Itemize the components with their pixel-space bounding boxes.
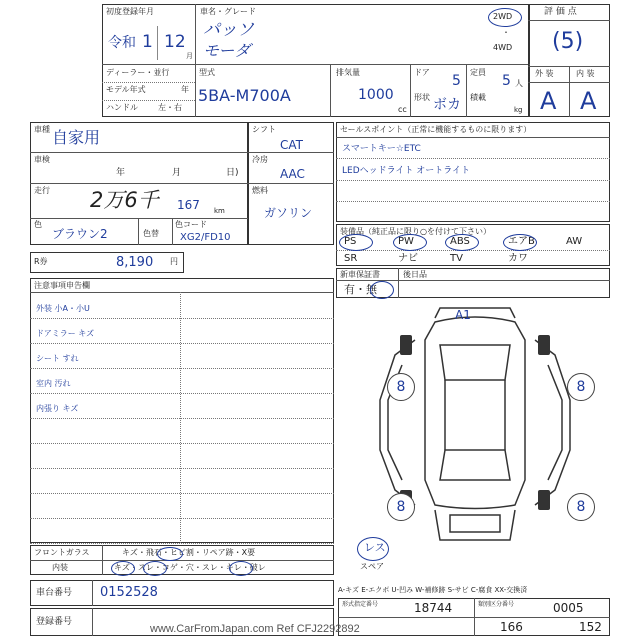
handle-value: 左・右 (158, 103, 182, 112)
tire-rear-left: 8 (387, 493, 415, 521)
usage-label: 車種 (34, 125, 50, 134)
fuel: ガソリン (264, 206, 313, 220)
notes-rule-4 (30, 418, 334, 419)
sales-point-2: LEDヘッドライト オートライト (342, 166, 470, 176)
displacement: 1000 (358, 87, 394, 103)
notes-line-2: シート すれ (36, 354, 79, 363)
weight-number-1: 166 (500, 620, 523, 634)
car-grade: モーダ (203, 41, 251, 60)
equip-r2-2: TV (450, 253, 463, 264)
drive-2wd: 2WD (493, 12, 513, 21)
interior-grade: A (580, 87, 597, 115)
glass-items: キズ・飛石・ヒビ割・リペア跡・X要 (122, 548, 256, 557)
chassis-box (30, 580, 334, 606)
type-label: 型式 (199, 68, 215, 77)
equip-r1-0: PS (344, 236, 357, 247)
drive-dot: ・ (502, 28, 510, 37)
recycle-amount: 8,190 (116, 255, 154, 270)
warranty-none-circle (370, 281, 394, 299)
shift-label: シフト (252, 125, 276, 134)
equip-circle-0 (339, 234, 373, 251)
month-unit: 月 (186, 52, 193, 60)
eval-score: (5) (552, 29, 584, 54)
color: ブラウン2 (52, 227, 108, 241)
eval-label: 評 価 点 (544, 7, 577, 17)
handle-label: ハンドル (106, 103, 138, 112)
class-number: 0005 (553, 601, 584, 615)
notes-line-1: ドアミラー キズ (36, 329, 95, 338)
notes-rule-6 (30, 468, 334, 469)
warranty-label: 新車保証書 (340, 270, 380, 279)
displacement-label: 排気量 (336, 68, 360, 77)
inspection-year: 年 (116, 168, 126, 178)
glass-chip-circle (157, 547, 183, 561)
car-name: パッソ (203, 20, 254, 40)
drive-4wd: 4WD (493, 43, 513, 52)
spare-mark: レス (364, 541, 386, 554)
notes-rule-0 (30, 318, 334, 319)
notes-line-3: 室内 汚れ (36, 379, 71, 388)
interior-row-label: 内装 (52, 563, 68, 572)
doors: 5 (452, 73, 461, 89)
shift: CAT (280, 138, 303, 152)
shape: ボカ (433, 97, 461, 113)
form-sub-label: 類別区分番号 (478, 601, 515, 608)
inspection-month: 月 (172, 168, 182, 178)
chassis-number: 0152528 (100, 585, 158, 600)
mileage-sub: 167 (177, 198, 200, 212)
recycle-box (30, 252, 184, 273)
form-label: 形式指定番号 (342, 601, 379, 608)
sales-point-1: スマートキー☆ETC (342, 144, 421, 154)
equip-r1-2: ABS (450, 236, 470, 247)
weight-number-2: 152 (579, 620, 602, 634)
later-label: 後日品 (403, 270, 427, 279)
notes-rule-5 (30, 443, 334, 444)
form-number: 18744 (414, 601, 453, 615)
equip-circle-1 (393, 234, 427, 251)
color-code: XG2/FD10 (180, 232, 231, 243)
equip-r2-0: SR (344, 253, 358, 264)
glass-label: フロントガラス (34, 548, 90, 557)
notes-rule-9 (30, 543, 334, 544)
interior-scuff2-circle (229, 561, 253, 576)
equip-circle-2 (445, 234, 479, 251)
equip-r1-4: AW (566, 236, 583, 247)
load-label: 積載 (470, 93, 486, 102)
interior-scuff-circle (143, 561, 167, 576)
notes-rule-3 (30, 393, 334, 394)
notes-rule-7 (30, 493, 334, 494)
recycle-label: R券 (34, 257, 48, 266)
spare-label: スペア (360, 562, 384, 571)
capacity: 5 (502, 73, 511, 89)
color-code-label: 色コード (175, 220, 207, 229)
drive-2wd-circle (488, 8, 522, 27)
first-reg-label: 初度登録年月 (106, 7, 154, 16)
mileage: 2万6千 (90, 188, 159, 212)
equip-r1-1: PW (398, 236, 414, 247)
dealer-label: ディーラー・並行 (106, 68, 170, 77)
aircon-label: 冷房 (252, 155, 268, 164)
reg-year: 1 (142, 32, 153, 52)
notes-rule-8 (30, 518, 334, 519)
cc-unit: cc (398, 105, 407, 114)
equip-circle-3 (503, 234, 537, 251)
equipment-title: 装備品（純正品に限り○を付けて下さい） (340, 227, 491, 236)
warranty-value: 有・無 (344, 283, 377, 296)
shape-label: 形状 (414, 93, 430, 102)
capacity-unit: 人 (515, 79, 523, 88)
color-label: 色 (34, 220, 42, 229)
model-year-unit: 年 (181, 85, 189, 94)
interior-row-items: キズ・スレ・コゲ・穴・スレ・キレ・破レ (114, 563, 266, 572)
notes-line-4: 内張り キズ (36, 404, 79, 413)
tire-front-right: 8 (567, 373, 595, 401)
tire-rear-right: 8 (567, 493, 595, 521)
model-code: 5BA-M700A (198, 86, 291, 105)
damage-legend: A-キズ E-エクボ U-凹み W-補修跡 S-サビ C-腐食 XX-交換済 (338, 586, 528, 594)
equip-r2-1: ナビ (398, 253, 418, 264)
notes-title: 注意事項申告欄 (34, 281, 90, 290)
door-label: ドア (414, 68, 430, 77)
model-year-label: モデル年式 (106, 85, 146, 94)
km-unit: km (214, 207, 225, 215)
aircon: AAC (280, 167, 305, 181)
inspection-label: 車検 (34, 155, 50, 164)
equip-r1-3: エアB (508, 236, 535, 247)
interior-scratch-circle (111, 561, 135, 576)
inspection-day: 日) (226, 168, 239, 178)
fuel-label: 燃料 (252, 186, 268, 195)
car-name-label: 車名・グレード (200, 7, 256, 16)
equip-r2-3: カワ (508, 253, 528, 264)
reg-month: 12 (164, 32, 186, 52)
notes-rule-2 (30, 368, 334, 369)
interior-label: 内 装 (576, 69, 595, 78)
color-change-label: 色替 (143, 229, 159, 238)
watermark: www.CarFromJapan.com Ref CFJ2292892 (150, 623, 360, 635)
usage: 自家用 (52, 128, 101, 147)
capacity-label: 定員 (470, 68, 486, 77)
exterior-grade: A (540, 87, 557, 115)
chassis-label: 車台番号 (36, 588, 73, 598)
exterior-label: 外 装 (535, 69, 554, 78)
reg-label: 登録番号 (36, 617, 73, 627)
notes-line-0: 外装 小A・小U (36, 304, 90, 313)
tire-front-left: 8 (387, 373, 415, 401)
recycle-unit: 円 (170, 257, 178, 266)
kg-unit: kg (514, 106, 523, 114)
damage-mark-front: A1 (455, 308, 471, 322)
reg-era: 令和 (108, 35, 136, 51)
spare-circle (357, 537, 389, 561)
sales-points-title: セールスポイント（正常に機能するものに限ります） (340, 125, 532, 134)
mileage-label: 走行 (34, 186, 50, 195)
notes-rule-1 (30, 343, 334, 344)
